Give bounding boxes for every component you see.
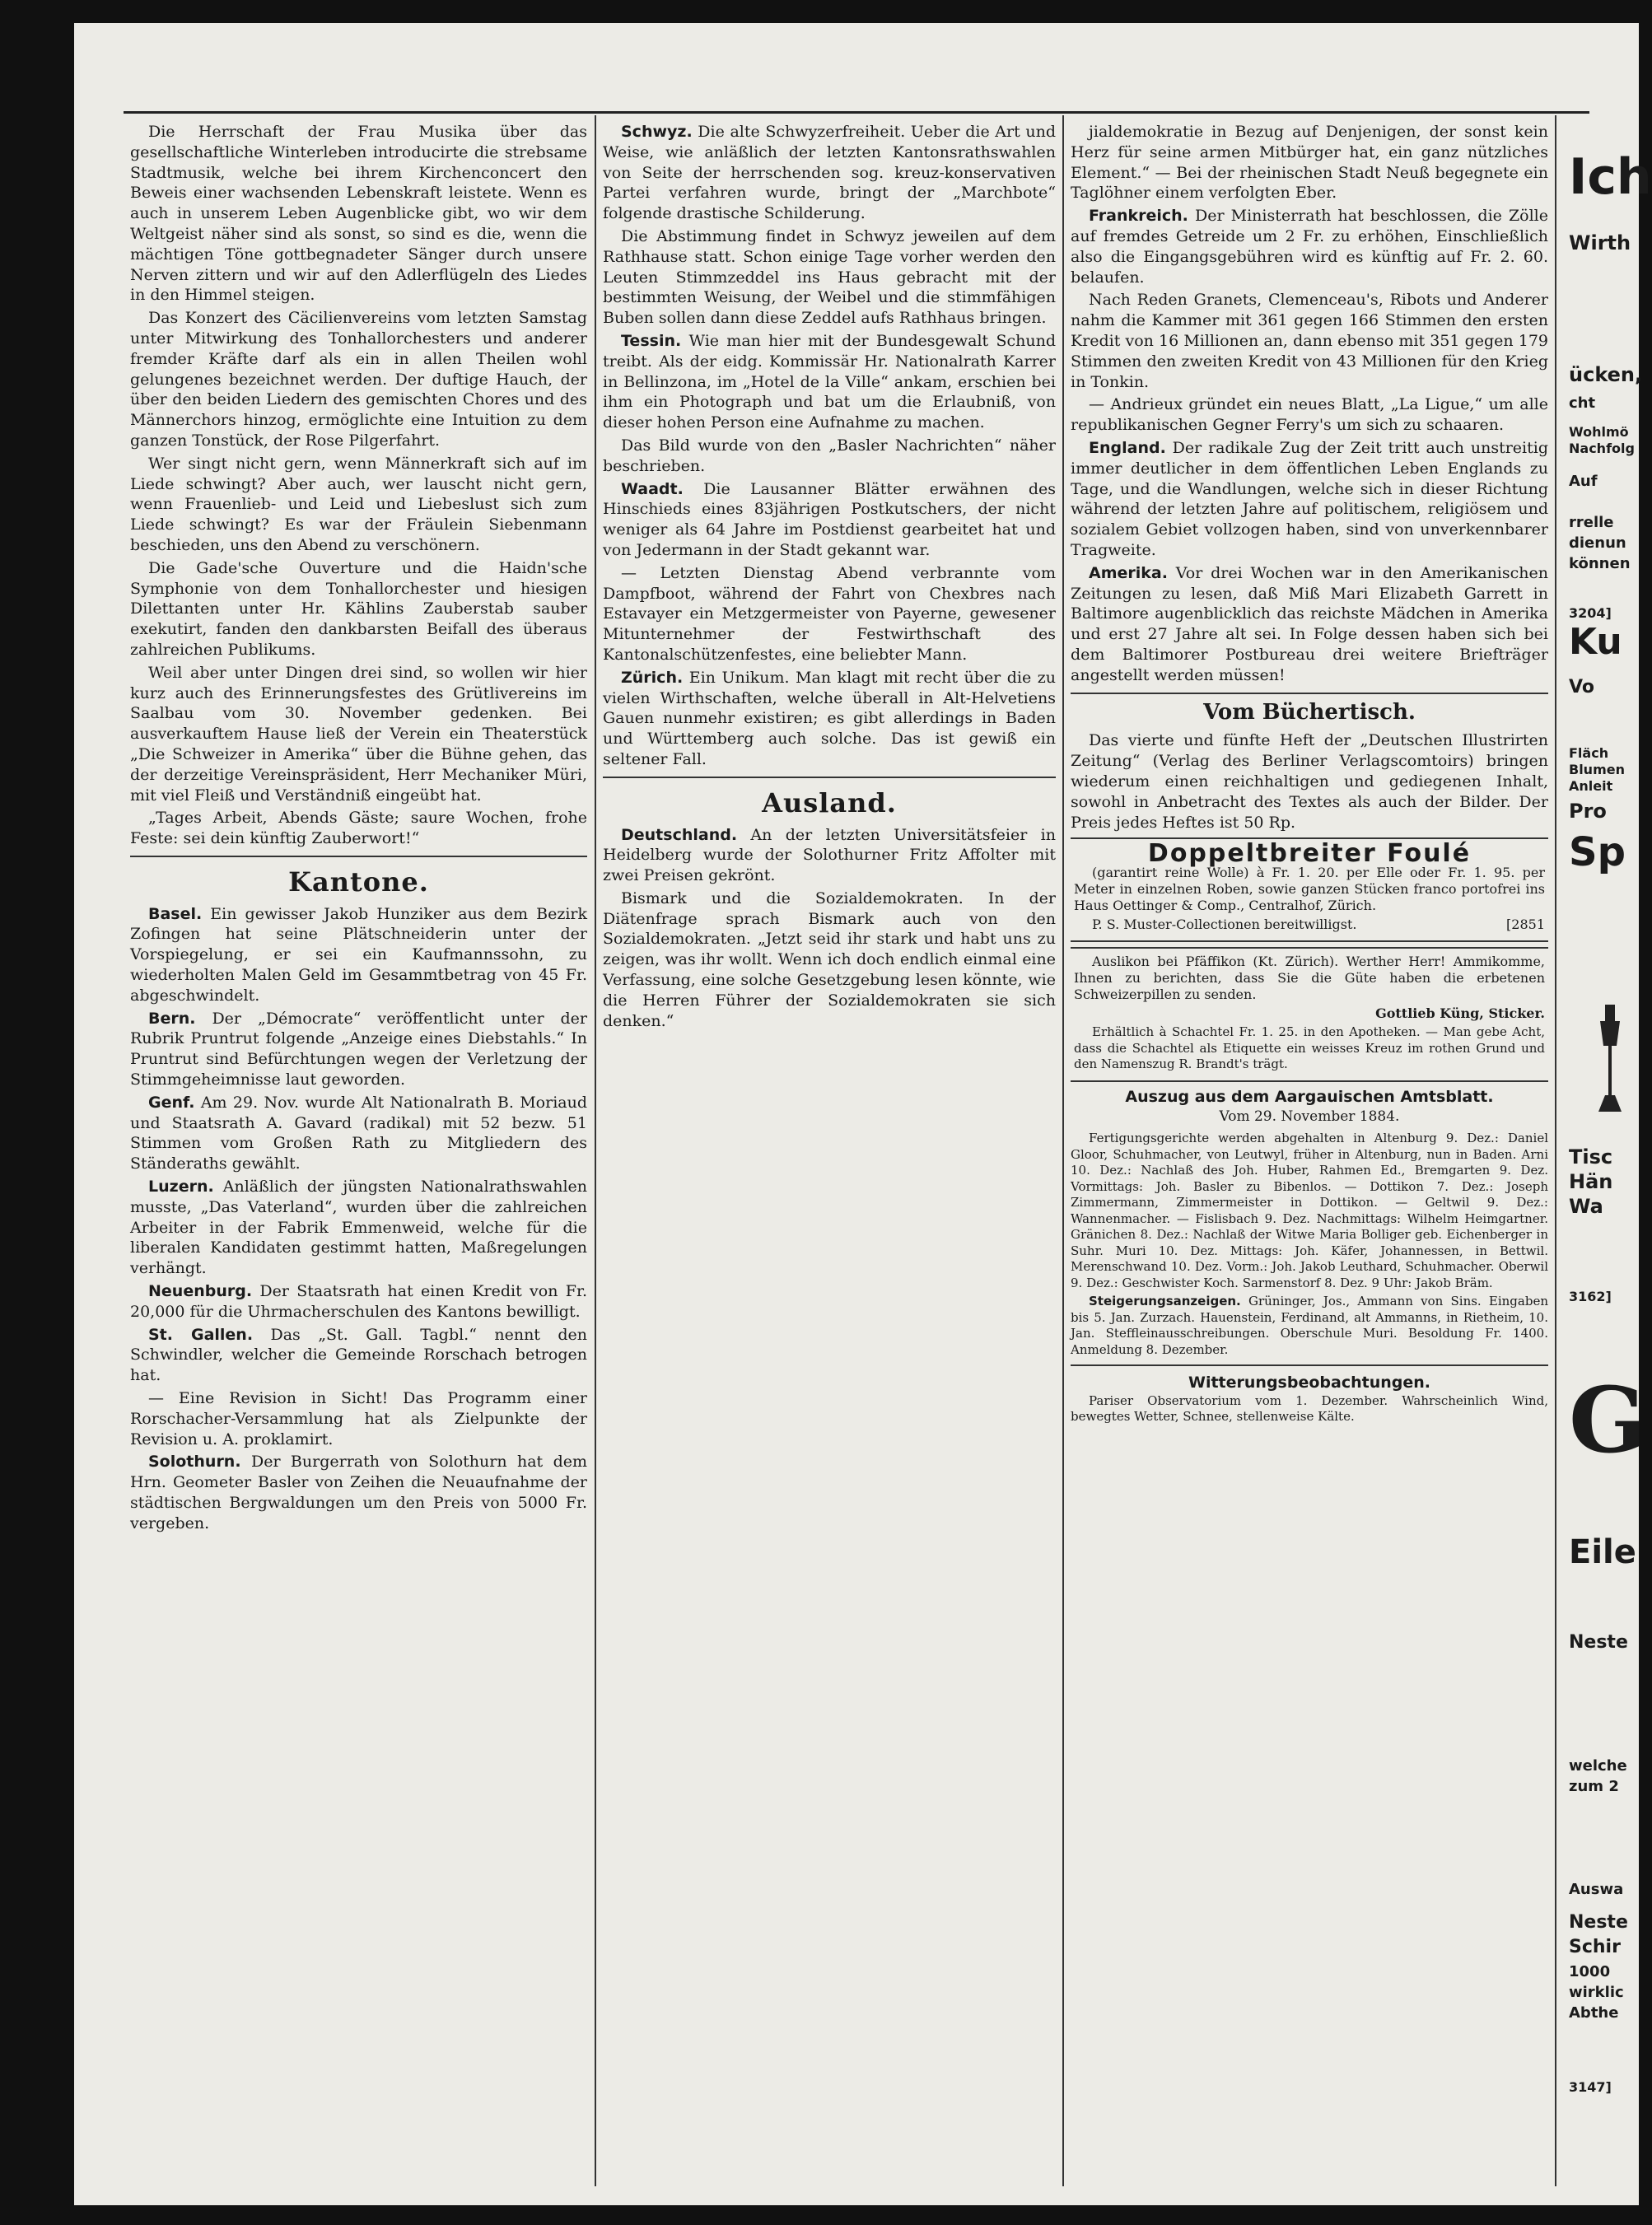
news-item [130, 1388, 587, 1449]
column-1 [130, 122, 587, 2181]
strip-text: 3147] [1569, 2079, 1612, 2095]
section-heading-kantone: Kantone. [288, 865, 429, 898]
news-item [603, 825, 1056, 886]
news-text: Am 29. Nov. wurde Alt Nationalrath B. Moriaud und Staatsrath A. Gavard (radikal) mit 52 bezw. 51 Stimmen vom Großen Rath zu Mitgliedern des Ständeraths gewählt. [130, 1093, 588, 1173]
weather-title: Witterungsbeobachtungen. [1188, 1374, 1430, 1392]
news-place: Amerika. [1089, 563, 1168, 582]
news-place: Solothurn. [148, 1453, 241, 1472]
article-paragraph: Das Konzert des Cäcilienvereins vom letzten Samstag unter Mitwirkung des Tonhallorchesters und anderer fremder Kräfte darf als ein in allen Theilen wohl gelungenes bezeichnet werden. Der duftige Hauch, der über den beiden Liedern des gemischten Chores und des Männerchors hinzog, ermöglichte eine Intuition zu dem ganzen Tonstück, der Rose Pilgerfahrt. [130, 309, 587, 450]
news-text: Das „St. Gall. Tagbl.“ nennt den Schwindler, welcher die Gemeinde Rorschach betrogen hat. [130, 1325, 587, 1385]
section-divider [1071, 693, 1548, 694]
strip-text: Blumen [1569, 762, 1625, 777]
strip-text: Ku [1569, 621, 1622, 663]
amtsblatt-title: Auszug aus dem Aargauischen Amtsblatt. [1125, 1087, 1494, 1106]
news-text: Bismark und die Sozialdemokraten. In der Diätenfrage sprach Bismark auch von den Sozialdemokraten. „Jetzt seid ihr stark und habt uns zu zeigen, was ihr wollt. Wenn ich doch endlich einmal eine Verfassung, eine solche Gesetzgebung lesen könnte, wie die Herren Führer der Sozialdemokraten sie sich denken.“ [603, 889, 1056, 1030]
strip-text: 1000 [1569, 1963, 1611, 1980]
news-text: An der letzten Universitätsfeier in Heidelberg wurde der Solothurner Fritz Affolter mit zwei Preisen gekrönt. [603, 825, 1056, 885]
strip-text: Wohlmö [1569, 424, 1629, 440]
news-text: Die Lausanner Blätter erwähnen des Hinschieds eines 83jährigen Postkutschers, der nicht weniger als 64 Jahre im Postdienst gearbeitet hat und von Jedermann in der Stadt gekannt war. [603, 479, 1056, 559]
news-text: Vor drei Wochen war in den Amerikanischen Zeitungen zu lesen, daß Miß Mari Elizabeth Garrett in Baltimore augenblicklich das reichste Mädchen in Amerika und erst 27 Jahre alt sei. In Folge dessen haben sich bei dem Baltimorer Postbureau drei weitere Briefträger angestellt werden müssen! [1071, 563, 1548, 684]
news-item [1071, 563, 1548, 686]
advertisement-foule [1071, 837, 1548, 942]
top-rule [124, 111, 1589, 114]
strip-text: ücken, [1569, 363, 1643, 386]
strip-text: dienun [1569, 534, 1626, 552]
news-text: Nach Reden Granets, Clemenceau's, Ribots und Anderer nahm die Kammer mit 361 gegen 166 Stimmen den ersten Kredit von 16 Millionen an, dann ebenso mit 351 gegen 179 Stimmen den zweiten Kredit von 43 Millionen für den Krieg in Tonkin. [1071, 291, 1548, 391]
strip-text: Wirth [1569, 231, 1631, 254]
amtsblatt-subtitle: Steigerungsanzeigen. [1089, 1294, 1241, 1309]
news-item [603, 122, 1056, 224]
column-3 [1071, 122, 1548, 2181]
amtsblatt-text: Fertigungsgerichte werden abgehalten in Altenburg 9. Dez.: Daniel Gloor, Schuhmacher, von Leutwyl, früher in Altenburg, nun in Baden. Arni 10. Dez.: Nachlaß des Joh. Huber, Rahmen Ed., Bremgarten 9. Dez. Vormittags: Joh. Basler zu Bibenlos. — Dottikon 7. Dez.: Joseph Zimmermann, Zimmermeister in Dottikon. — Geltwil 9. Dez.: Wannenmacher. — Fislisbach 9. Dez. Nachmittags: Wilhelm Heimgartner. Gränichen 8. Dez.: Nachlaß der Witwe Maria Bolliger geb. Eichenberger in Suhr. Muri 10. Dez. Mittags: Joh. Käfer, Johannessen, in Bettwil. Merenschwand 10. Dez. Vorm.: Joh. Jakob Leuthard, Schuhmacher. Oberwil 9. Dez.: Geschwister Koch. Sarmenstorf 8. Dez. 9 Uhr: Jakob Bräm. [1071, 1131, 1548, 1290]
column-2 [603, 122, 1056, 2181]
strip-text: Neste [1569, 1632, 1628, 1653]
news-place: Genf. [148, 1093, 195, 1112]
news-place: England. [1089, 438, 1166, 457]
news-item [603, 479, 1056, 561]
strip-text: 3204] [1569, 605, 1612, 621]
strip-text: Auswa [1569, 1881, 1624, 1898]
ad-title: Doppeltbreiter Foulé [1147, 839, 1472, 869]
amtsblatt-subtext: Grüninger, Jos., Ammann von Sins. Eingaben bis 5. Jan. Zurzach. Hauenstein, Ferdinand, alt Ammanns, in Rietheim, 10. Jan. Steffleinausschreibungen. Oberschule Muri. Besoldung Fr. 1400. Anmeldung 8. Dezember. [1071, 1294, 1548, 1357]
lamp-illustration-icon [1594, 988, 1626, 1120]
strip-text: können [1569, 555, 1631, 572]
strip-text: rrelle [1569, 514, 1614, 531]
news-item [603, 668, 1056, 770]
news-place: Basel. [148, 904, 203, 923]
book-review: Das vierte und fünfte Heft der „Deutschen Illustrirten Zeitung“ (Verlag des Berliner Verlagscomtoirs) bringen wiederum einen reichhaltigen und gediegenen Inhalt, sowohl in Anbetracht des Textes als auch der Bilder. Der Preis jedes Heftes ist 50 Rp. [1071, 731, 1548, 832]
article-paragraph: Die Gade'sche Ouverture und die Haidn'sche Symphonie von dem Tonhallorchester und hiesigen Dilettanten unter Hr. Kählins Zauberstab sauber exekutirt, fanden den dankbarsten Beifall des überaus zahlreichen Publikums. [130, 558, 587, 659]
strip-text: Pro [1569, 800, 1607, 823]
strip-text: zum 2 [1569, 1778, 1619, 1795]
weather-text: Pariser Observatorium vom 1. Dezember. Wahrscheinlich Wind, bewegtes Wetter, Schnee, stellenweise Kälte. [1071, 1392, 1548, 1425]
news-item [1071, 394, 1548, 436]
strip-text: 3162] [1569, 1289, 1612, 1304]
strip-text: Anleit [1569, 778, 1613, 794]
article-paragraph: Die Herrschaft der Frau Musika über das gesellschaftliche Winterleben introducirte die strebsame Stadtmusik, welche bei ihrem Kirchenconcert den Beweis einer wachsenden Lebenskraft leistete. Wenn es auch in unserem Leben Augenblicke gibt, wo wir dem Weltgeist näher sind als sonst, so sind es die, wenn die mächtigen Töne gottbegnadeter Sänger durch unsere Nerven zittern und wir auf den Adlerflügeln des Liedes in den Himmel steigen. [130, 123, 587, 305]
strip-text: Ich [1569, 148, 1652, 206]
column-divider [595, 115, 596, 2186]
strip-text: cht [1569, 394, 1596, 412]
strip-text: welche [1569, 1757, 1627, 1775]
news-text: Wie man hier mit der Bundesgewalt Schund treibt. Als der eidg. Kommissär Hr. Nationalrath Karrer in Bellinzona, im „Hotel de la Ville“ ankam, erschien bei ihm ein Photograph und bat um die Erlaubniß, von dieser hohen Person eine Aufnahme zu machen. [603, 331, 1056, 432]
news-place: Waadt. [621, 479, 684, 498]
section-divider [603, 777, 1056, 778]
amtsblatt-subsection [1071, 1294, 1548, 1358]
strip-text: Nachfolg [1569, 441, 1635, 456]
strip-text: Wa [1569, 1195, 1603, 1218]
news-item [603, 331, 1056, 433]
section-heading-ausland: Ausland. [762, 786, 897, 819]
news-place: Schwyz. [621, 123, 693, 141]
news-text: Der radikale Zug der Zeit tritt auch unstreitig immer deutlicher in dem öffentlichen Leben Englands zu Tage, und die Wandlungen, welche sich in dieser Richtung während der letzten Jahre auf politischem, religiösem und sozialem Gebiet vollzogen haben, sind von unverkennbarer Tragweite. [1071, 438, 1548, 559]
news-place: Tessin. [621, 331, 682, 350]
news-item [1071, 122, 1548, 203]
article-paragraph: „Tages Arbeit, Abends Gäste; saure Wochen, frohe Feste: sei dein künftig Zauberwort!“ [130, 809, 587, 848]
news-place: Luzern. [148, 1178, 214, 1196]
amtsblatt-date: Vom 29. November 1884. [1219, 1108, 1400, 1126]
adjacent-page-strip [1569, 115, 1652, 2190]
news-place: Frankreich. [1089, 207, 1188, 226]
news-place: St. Gallen. [148, 1325, 254, 1344]
news-text: — Letzten Dienstag Abend verbrannte vom Dampfboot, während der Fahrt von Chexbres nach Estavayer ein Metzgermeister von Payerne, gewesener Mitunternehmer der Festwirthschaft des Kantonalschützenfestes, eine beliebter Mann. [603, 563, 1056, 664]
strip-text: Eile [1569, 1533, 1636, 1571]
news-text: Die Abstimmung findet in Schwyz jeweilen auf dem Rathhause statt. Schon einige Tage vorher werden den Leuten Stimmzeddel ins Haus gebracht mit der bestimmten Weisung, der Weibel und die stimmfähigen Buben sollen dann diese Zeddel aufs Rathhaus bringen. [603, 226, 1056, 328]
strip-text: Sp [1569, 829, 1626, 875]
strip-text: Neste [1569, 1912, 1628, 1933]
news-item [1071, 206, 1548, 287]
ad-code: [2851 [1506, 917, 1545, 933]
strip-text: Hän [1569, 1170, 1613, 1193]
strip-text: Fläch [1569, 745, 1609, 761]
news-item [130, 1093, 587, 1174]
news-text: — Andrieux gründet ein neues Blatt, „La Ligue,“ um alle republikanischen Gegner Ferry's um sich zu schaaren. [1071, 395, 1548, 435]
news-item [603, 889, 1056, 1032]
news-item [1071, 290, 1548, 392]
section-divider [130, 856, 587, 857]
news-place: Neuenburg. [148, 1282, 253, 1301]
strip-big-letter: G [1569, 1367, 1646, 1473]
news-item [1071, 438, 1548, 561]
news-text: — Eine Revision in Sicht! Das Programm einer Rorschacher-Versammlung hat als Zielpunkte der Revision u. A. proklamirt. [130, 1389, 587, 1448]
advertisement-pills [1071, 947, 1548, 1082]
news-text: Ein Unikum. Man klagt mit recht über die zu vielen Wirthschaften, welche überall in Alt-Helvetiens Gauen nunmehr existiren; es gibt allerdings in Baden und Württemberg auch solche. Das ist gewiß ein seltener Fall. [603, 668, 1056, 768]
news-item [130, 904, 587, 1006]
news-item [130, 1177, 587, 1279]
news-item [603, 436, 1056, 477]
ad-text: Auslikon bei Pfäffikon (Kt. Zürich). Werther Herr! Ammikomme, Ihnen zu berichten, dass Sie die Güte haben die erbetenen Schweizerpillen zu senden. [1074, 954, 1545, 1003]
ad-footnote: Erhältlich à Schachtel Fr. 1. 25. in den Apotheken. — Man gebe Acht, dass die Schachtel als Etiquette ein weisses Kreuz im rothen Grund und den Namenszug R. Brandt's trägt. [1074, 1024, 1545, 1072]
news-place: Zürich. [621, 668, 684, 687]
ad-signature: Gottlieb Küng, Sticker. [1375, 1005, 1545, 1022]
news-item [130, 1009, 587, 1090]
ad-note: P. S. Muster-Collectionen bereitwilligst. [2851 [1092, 917, 1545, 933]
news-text: Der „Démocrate“ veröffentlicht unter der Rubrik Pruntrut folgende „Anzeige eines Diebstahls.“ In Pruntrut sind Befürchtungen wegen der Verletzung der Stimmgeheimnisse laut geworden. [130, 1009, 587, 1089]
ad-text: (garantirt reine Wolle) à Fr. 1. 20. per Elle oder Fr. 1. 95. per Meter in einzelnen Roben, sowie ganzen Stücken franco portofrei ins Haus Oettinger & Comp., Centralhof, Zürich. [1074, 865, 1545, 914]
strip-text: Vo [1569, 677, 1594, 697]
column-divider [1062, 115, 1064, 2186]
news-item [603, 226, 1056, 329]
news-text: Das Bild wurde von den „Basler Nachrichten“ näher beschrieben. [603, 436, 1056, 475]
news-item [130, 1325, 587, 1386]
news-text: Der Ministerrath hat beschlossen, die Zölle auf fremdes Getreide um 2 Fr. zu erhöhen, Einschließlich also die Eingangsgebühren wird es künftig auf Fr. 2. 60. belaufen. [1071, 207, 1549, 287]
news-text: jialdemokratie in Bezug auf Denjenigen, der sonst kein Herz für seine armen Mitbürger hat, ein ganz nützliches Element.“ — Bei der rheinischen Stadt Neuß begegnete ein Taglöhner einem verfolgten Eber. [1071, 123, 1548, 203]
news-text: Die alte Schwyzerfreiheit. Ueber die Art und Weise, wie anläßlich der letzten Kantonsrathswahlen von Seite der herrschenden sog. kreuz-konservativen Partei verfahren wurde, bringt der „Marchbote“ folgende drastische Schilderung. [603, 123, 1056, 223]
news-text: Ein gewisser Jakob Hunziker aus dem Bezirk Zofingen hat seine Plätschneiderin unter der Vorspiegelung, er sei ein Kaufmannssohn, zu wiederholten Malen Geld im Gesammtbetrag von 45 Fr. abgeschwindelt. [130, 904, 588, 1005]
section-heading-buechertisch: Vom Büchertisch. [1203, 699, 1416, 725]
column-divider [1555, 115, 1556, 2186]
article-paragraph: Weil aber unter Dingen drei sind, so wollen wir hier kurz auch des Erinnerungsfestes des Grütlivereins im Saalbau vom 30. November gedenken. Bei ausverkauftem Hause ließ der Verein ein Theaterstück „Die Schweizer in Amerika“ über die Bühne gehen, das der derzeitige Vereinspräsident, Herr Mechaniker Müri, mit viel Fleiß und Verständniß eingeübt hat. [130, 663, 587, 805]
news-place: Bern. [148, 1009, 196, 1028]
news-item [130, 1281, 587, 1322]
strip-text: Abthe [1569, 2004, 1619, 2022]
article-paragraph: Wer singt nicht gern, wenn Männerkraft sich auf im Liede schwingt? Aber auch, wer lauscht nicht gern, wenn Frauenlieb- und Leid und Liebeslust sich zum Liede schwingt? Es war der Fräulein Siebenmann beschieden, uns den Abend zu verschönern. [130, 454, 587, 554]
strip-text: wirklic [1569, 1984, 1624, 2001]
news-place: Deutschland. [621, 825, 738, 844]
news-text: Anläßlich der jüngsten Nationalrathswahlen musste, „Das Vaterland“, wurden über die zahlreichen Arbeiter in der Fabrik Emmenweid, welche für die liberalen Kandidaten gestimmt hatten, Maßregelungen verhängt. [130, 1178, 587, 1278]
strip-text: Tisc [1569, 1145, 1613, 1168]
strip-text: Schir [1569, 1937, 1621, 1957]
news-text: Der Staatsrath hat einen Kredit von Fr. 20,000 für die Uhrmacherschulen des Kantons bewilligt. [130, 1282, 587, 1321]
strip-text: Auf [1569, 473, 1598, 490]
news-text: Der Burgerrath von Solothurn hat dem Hrn. Geometer Basler von Zeihen die Neuaufnahme der städtischen Bergwaldungen um den Preis von 5000 Fr. vergeben. [130, 1453, 587, 1532]
section-divider [1071, 1364, 1548, 1366]
news-item [603, 563, 1056, 665]
news-item [130, 1452, 587, 1533]
